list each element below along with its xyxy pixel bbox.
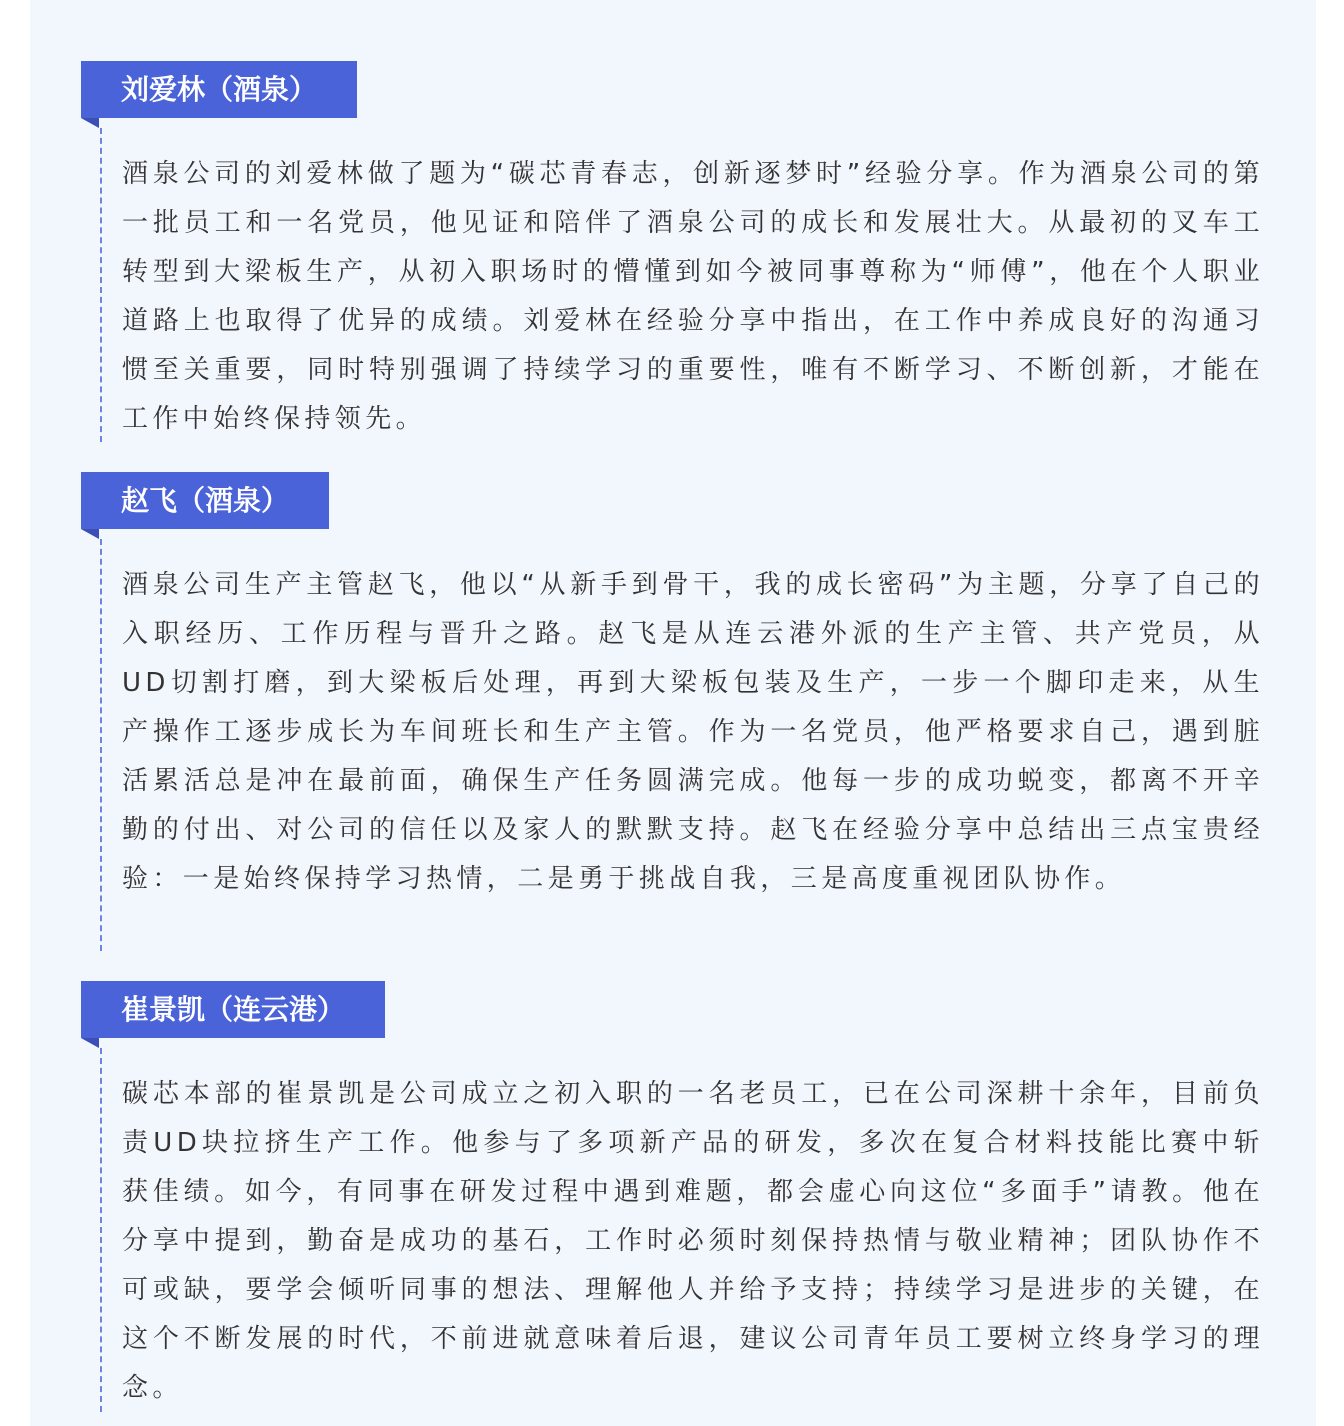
dashed-guide-line (100, 128, 102, 442)
tag-notch (81, 529, 99, 539)
dashed-guide-line (100, 539, 102, 951)
name-tag: 崔景凯（连云港） (81, 981, 385, 1038)
name-tag: 刘爱林（酒泉） (81, 61, 357, 118)
content-panel (30, 0, 1316, 1426)
profile-text: 酒泉公司生产主管赵飞，他以“从新手到骨干，我的成长密码”为主题，分享了自己的入职经历、工作历程与晋升之路。赵飞是从连云港外派的生产主管、共产党员，从UD切割打磨，到大梁板后处理，再到大梁板包装及生产，一步一个脚印走来，从生产操作工逐步成长为车间班长和生产主管。作为一名党员，他严格要求自己，遇到脏活累活总是冲在最前面，确保生产任务圆满完成。他每一步的成功蜕变，都离不开辛勤的付出、对公司的信任以及家人的默默支持。赵飞在经验分享中总结出三点宝贵经验：一是始终保持学习热情，二是勇于挑战自我，三是高度重视团队协作。 (122, 570, 1264, 894)
dashed-guide-line (100, 1048, 102, 1412)
profile-text: 酒泉公司的刘爱林做了题为“碳芯青春志，创新逐梦时”经验分享。作为酒泉公司的第一批员工和一名党员，他见证和陪伴了酒泉公司的成长和发展壮大。从最初的叉车工转型到大梁板生产，从初入职场时的懵懂到如今被同事尊称为“师傅”，他在个人职业道路上也取得了优异的成绩。刘爱林在经验分享中指出，在工作中养成良好的沟通习惯至关重要，同时特别强调了持续学习的重要性，唯有不断学习、不断创新，才能在工作中始终保持领先。 (122, 159, 1264, 434)
name-tag: 赵飞（酒泉） (81, 472, 329, 529)
tag-notch (81, 118, 99, 128)
profile-text: 碳芯本部的崔景凯是公司成立之初入职的一名老员工，已在公司深耕十余年，目前负责UD块拉挤生产工作。他参与了多项新产品的研发，多次在复合材料技能比赛中斩获佳绩。如今，有同事在研发过程中遇到难题，都会虚心向这位“多面手”请教。他在分享中提到，勤奋是成功的基石，工作时必须时刻保持热情与敬业精神；团队协作不可或缺，要学会倾听同事的想法、理解他人并给予支持；持续学习是进步的关键，在这个不断发展的时代，不前进就意味着后退，建议公司青年员工要树立终身学习的理念。 (122, 1079, 1264, 1403)
tag-notch (81, 1038, 99, 1048)
